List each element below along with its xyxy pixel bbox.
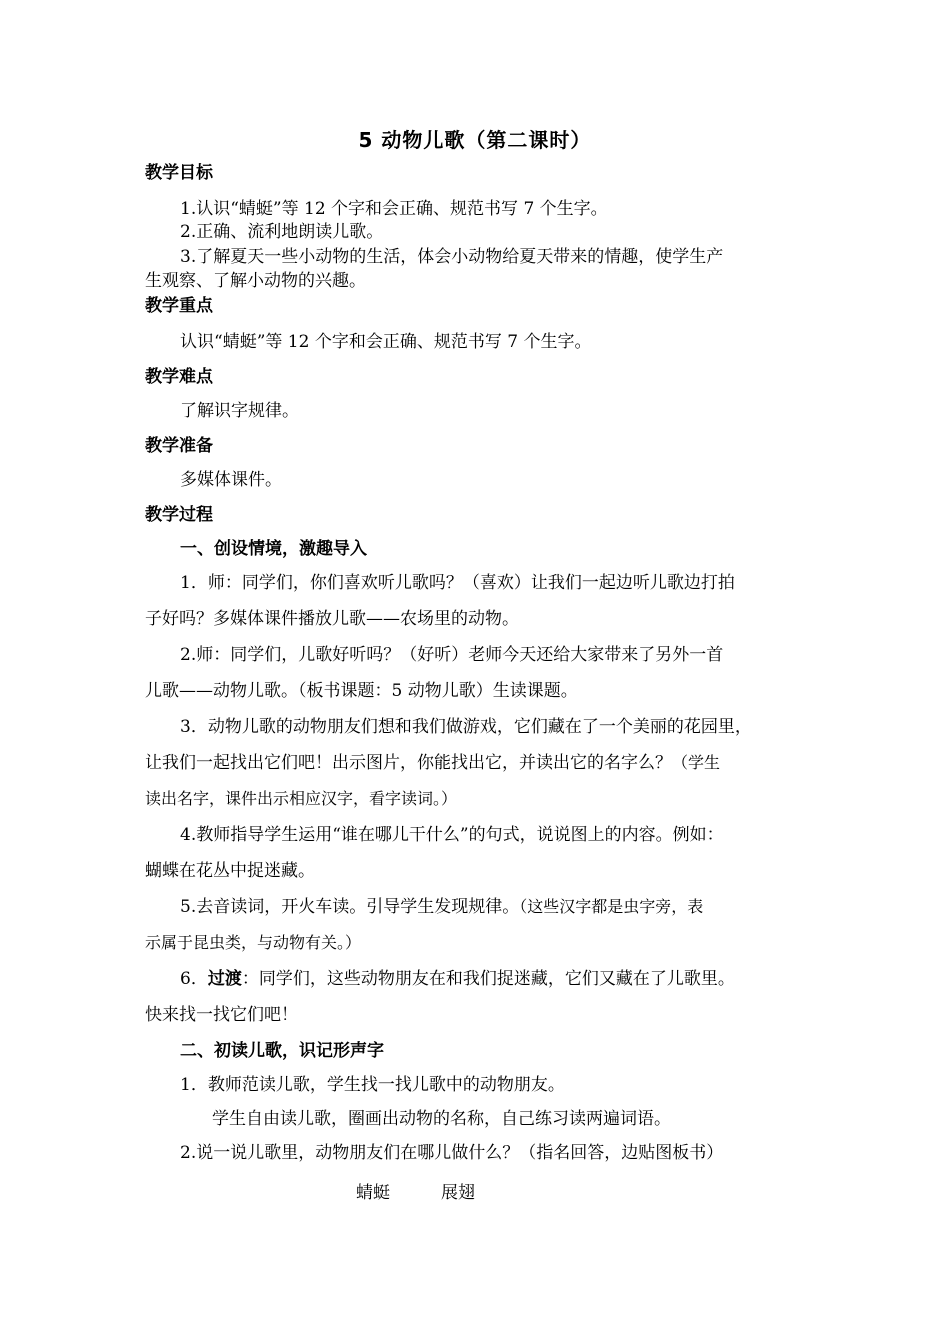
s2-p1-cont: 学生自由读儿歌，圈画出动物的名称，自己练习读两遍词语。 — [212, 1109, 671, 1129]
board-word-1: 蜻蜓 — [356, 1183, 390, 1203]
page-title: 5 动物儿歌（第二课时） — [358, 128, 592, 152]
heading-preparation: 教学准备 — [145, 436, 213, 456]
s1-p3-line1: 3．动物儿歌的动物朋友们想和我们做游戏，它们藏在了一个美丽的花园里， — [180, 717, 752, 737]
goal-item-3: 3.了解夏天一些小动物的生活，体会小动物给夏天带来的情趣，使学生产 — [180, 247, 724, 267]
heading-key-points: 教学重点 — [145, 296, 213, 316]
s1-p3-line2-main: 让我们一起找出它们吧！出示图片，你能找出它，并读出它的名字么？ — [145, 753, 672, 773]
difficulty-text: 了解识字规律。 — [180, 401, 299, 421]
s1-p6-line1 — [180, 968, 735, 990]
s1-p6-line2: 快来找一找它们吧！ — [145, 1005, 298, 1025]
heading-goals: 教学目标 — [145, 163, 213, 183]
s1-p5-line2: 示属于昆虫类，与动物有关。） — [145, 933, 362, 952]
s1-p6-text: ：同学们，这些动物朋友在和我们捉迷藏，它们又藏在了儿歌里。 — [241, 969, 735, 989]
s1-p3-line3: 读出名字，课件出示相应汉字，看字读词。） — [145, 789, 458, 808]
goal-item-2: 2.正确、流利地朗读儿歌。 — [180, 222, 384, 242]
s1-p4-line2: 蝴蝶在花丛中捉迷藏。 — [145, 861, 315, 881]
s1-p4-line1: 4.教师指导学生运用“谁在哪儿干什么”的句式，说说图上的内容。例如： — [180, 825, 724, 845]
s1-p5-line1-main: 5.去音读词，开火车读。引导学生发现规律。 — [180, 897, 520, 917]
heading-process: 教学过程 — [145, 505, 213, 525]
s1-p6-number: 6． — [180, 969, 208, 989]
s1-p6-transition-label: 过渡 — [207, 969, 242, 989]
s1-p3-line2 — [145, 752, 720, 774]
s1-p2-line2: 儿歌——动物儿歌。（板书课题：5 动物儿歌）生读课题。 — [145, 681, 578, 701]
s1-p1-line2: 子好吗？多媒体课件播放儿歌——农场里的动物。 — [145, 609, 519, 629]
goal-item-1: 1.认识“蜻蜓”等 12 个字和会正确、规范书写 7 个生字。 — [180, 199, 608, 219]
goal-item-3-cont: 生观察、了解小动物的兴趣。 — [145, 271, 366, 291]
section2-title: 二、初读儿歌，识记形声字 — [180, 1041, 384, 1061]
s1-p5-line1 — [180, 896, 703, 918]
s2-p2: 2.说一说儿歌里，动物朋友们在哪儿做什么？（指名回答，边贴图板书） — [180, 1143, 724, 1163]
s2-p1: 1．教师范读儿歌，学生找一找儿歌中的动物朋友。 — [180, 1075, 565, 1095]
section1-title: 一、创设情境，激趣导入 — [180, 539, 367, 559]
board-word-2: 展翅 — [441, 1183, 475, 1203]
s1-p2-line1: 2.师：同学们，儿歌好听吗？（好听）老师今天还给大家带来了另外一首 — [180, 645, 724, 665]
s1-p1-line1: 1．师：同学们，你们喜欢听儿歌吗？（喜欢）让我们一起边听儿歌边打拍 — [180, 573, 735, 593]
s1-p3-line2-note: （学生 — [672, 753, 721, 772]
key-points-text: 认识“蜻蜓”等 12 个字和会正确、规范书写 7 个生字。 — [180, 332, 592, 352]
preparation-text: 多媒体课件。 — [180, 470, 282, 490]
heading-difficulty: 教学难点 — [145, 367, 213, 387]
s1-p5-line1-note: （这些汉字都是虫字旁，表 — [519, 897, 704, 916]
